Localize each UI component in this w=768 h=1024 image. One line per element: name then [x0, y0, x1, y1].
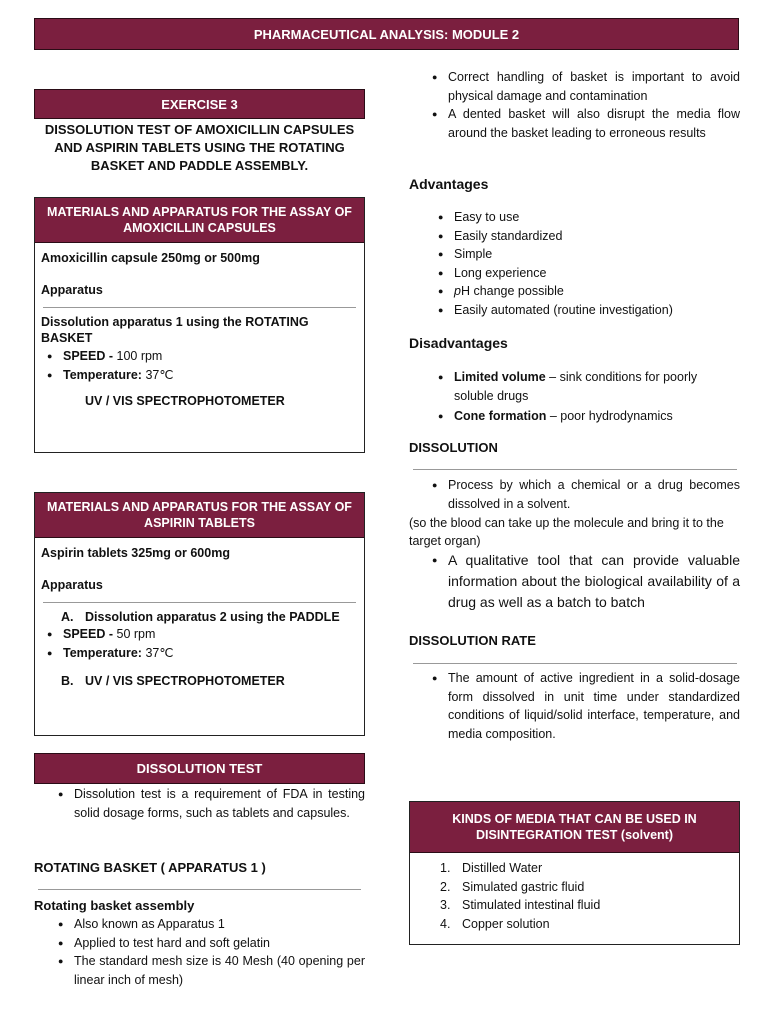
list-item: ● Dissolution test is a requirement of FDA in testing solid dosage forms, such as tablets and capsules.	[52, 785, 365, 822]
list-marker: A.	[61, 610, 74, 624]
media-box	[409, 801, 740, 945]
list-item	[41, 625, 358, 644]
aspirin-apparatus-label: Apparatus	[41, 578, 103, 592]
amoxicillin-material: Amoxicillin capsule 250mg or 500mg	[41, 251, 260, 265]
divider	[43, 307, 356, 308]
aspirin-box-heading: MATERIALS AND APPARATUS FOR THE ASSAY OF ASPIRIN TABLETS	[35, 493, 364, 538]
rotating-basket-subheading: Rotating basket assembly	[34, 898, 195, 913]
list-item: ● Easily automated (routine investigation)	[432, 301, 732, 320]
term: Limited volume	[454, 370, 546, 384]
temperature-label: Temperature:	[63, 645, 142, 660]
list-item	[432, 407, 732, 426]
list-item	[41, 366, 358, 385]
list-item: 2. Simulated gastric fluid	[440, 879, 585, 894]
dissolution-test-heading: DISSOLUTION TEST	[34, 753, 365, 784]
list-item: ● Also known as Apparatus 1	[52, 915, 365, 934]
exercise-label: EXERCISE 3	[34, 89, 365, 119]
amoxicillin-box	[34, 197, 365, 453]
dissolution-rate-list	[426, 669, 740, 743]
page-header: PHARMACEUTICAL ANALYSIS: MODULE 2	[34, 18, 739, 50]
list-item: ● Correct handling of basket is important to avoid physical damage and contamination	[426, 68, 740, 105]
list-marker: B.	[61, 674, 74, 688]
aspirin-item-b	[41, 674, 358, 688]
aspirin-spectrophotometer: UV / VIS SPECTROPHOTOMETER	[85, 674, 285, 688]
list-item: ● Process by which a chemical or a drug becomes dissolved in a solvent.	[426, 476, 740, 513]
list-item	[41, 347, 358, 366]
media-item: Distilled Water	[462, 861, 543, 875]
aspirin-box	[34, 492, 365, 736]
amoxicillin-apparatus-name: Dissolution apparatus 1 using the ROTATING BASKET	[41, 315, 309, 345]
media-list	[410, 859, 739, 933]
amoxicillin-spectrophotometer: UV / VIS SPECTROPHOTOMETER	[85, 394, 285, 408]
list-item: ● The amount of active ingredient in a solid-dosage form dissolved in unit time under standardized conditions of liquid/solid interface, temperature, and media composition.	[426, 669, 740, 743]
advantages-heading: Advantages	[409, 176, 489, 192]
aspirin-material: Aspirin tablets 325mg or 600mg	[41, 546, 230, 560]
speed-label: SPEED -	[63, 349, 114, 363]
list-item: 1. Distilled Water	[440, 861, 543, 875]
description: – poor hydrodynamics	[546, 409, 673, 423]
temperature-value: 37℃	[141, 645, 174, 660]
list-item: ● pH change possible	[432, 282, 732, 301]
temperature-value: 37℃	[141, 367, 174, 382]
list-item: ● A dented basket will also disrupt the media flow around the basket leading to erroneous results	[426, 105, 740, 142]
speed-value: 100 rpm	[113, 349, 163, 363]
list-item: ● Easy to use	[432, 208, 732, 227]
amoxicillin-params	[41, 347, 358, 384]
list-item	[432, 368, 732, 405]
media-item: Copper solution	[462, 916, 550, 931]
list-item: ● A qualitative tool that can provide valuable information about the biological availability of a drug as well as a batch to batch	[426, 550, 740, 613]
media-item: Stimulated intestinal fluid	[462, 898, 601, 912]
dissolution-list-2	[426, 550, 740, 613]
aspirin-params	[41, 625, 358, 662]
divider	[38, 889, 361, 890]
description: – sink conditions for poorly soluble drugs	[454, 370, 698, 403]
media-box-heading: KINDS OF MEDIA THAT CAN BE USED IN DISINTEGRATION TEST (solvent)	[410, 802, 739, 853]
list-item: 4. Copper solution	[440, 916, 550, 931]
dissolution-heading: DISSOLUTION	[409, 440, 498, 455]
exercise-title: DISSOLUTION TEST OF AMOXICILLIN CAPSULES AND ASPIRIN TABLETS USING THE ROTATING BASKET AND PADDLE ASSEMBLY.	[44, 122, 355, 173]
disadvantages-list	[432, 368, 732, 426]
divider	[413, 469, 737, 470]
divider	[413, 663, 737, 664]
speed-value: 50 rpm	[113, 627, 156, 641]
dissolution-list-1	[426, 476, 740, 513]
aspirin-apparatus-name: Dissolution apparatus 2 using the PADDLE	[85, 610, 340, 624]
advantages-list	[432, 208, 732, 319]
dissolution-note: (so the blood can take up the molecule and bring it to the target organ)	[409, 516, 724, 548]
list-item: ● Long experience	[432, 264, 732, 283]
list-item: ● Simple	[432, 245, 732, 264]
amoxicillin-box-heading: MATERIALS AND APPARATUS FOR THE ASSAY OF AMOXICILLIN CAPSULES	[35, 198, 364, 243]
rotating-basket-heading: ROTATING BASKET ( APPARATUS 1 )	[34, 860, 266, 875]
rotating-basket-list	[52, 915, 365, 989]
list-item: ● Easily standardized	[432, 227, 732, 246]
list-item: ● Applied to test hard and soft gelatin	[52, 934, 365, 953]
list-item	[41, 644, 358, 663]
speed-label: SPEED -	[63, 627, 114, 641]
temperature-label: Temperature:	[63, 367, 142, 382]
aspirin-item-a	[41, 609, 358, 625]
dissolution-rate-heading: DISSOLUTION RATE	[409, 633, 536, 648]
term: Cone formation	[454, 409, 547, 423]
list-item: ● The standard mesh size is 40 Mesh (40 opening per linear inch of mesh)	[52, 952, 365, 989]
dissolution-test-list	[52, 785, 365, 822]
amoxicillin-apparatus-label: Apparatus	[41, 283, 103, 297]
media-item: Simulated gastric fluid	[462, 879, 585, 894]
divider	[43, 602, 356, 603]
list-item: 3. Stimulated intestinal fluid	[440, 898, 601, 912]
disadvantages-heading: Disadvantages	[409, 335, 508, 351]
basket-handling-list	[426, 68, 740, 142]
